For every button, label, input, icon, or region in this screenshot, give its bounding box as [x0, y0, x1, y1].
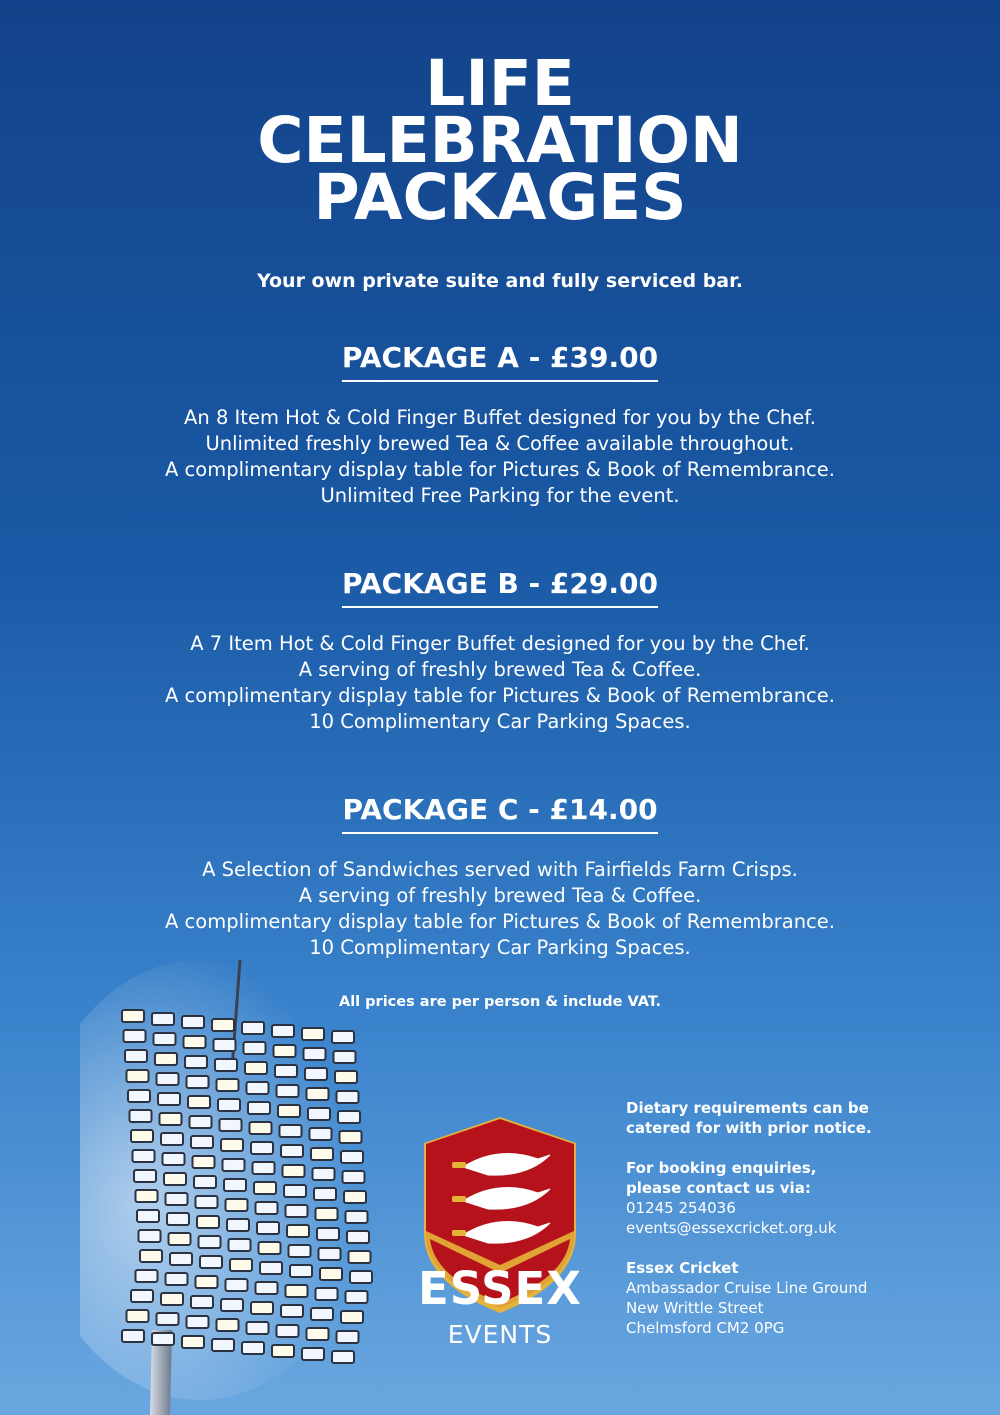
package-c-line: A serving of freshly brewed Tea & Coffee. [298, 884, 702, 907]
booking-heading-line-2: please contact us via: [626, 1179, 811, 1197]
subtitle: Your own private suite and fully serviced bar. [256, 270, 744, 292]
prices-note: All prices are per person & include VAT. [338, 994, 662, 1010]
brand-subtitle: EVENTS [447, 1320, 553, 1349]
package-c-line: A complimentary display table for Pictures & Book of Remembrance. [165, 910, 835, 933]
address-line-1: Ambassador Cruise Line Ground [626, 1279, 868, 1297]
title-line-2: CELEBRATION [257, 104, 743, 177]
package-b-details [0, 631, 1000, 735]
package-c-details [0, 857, 1000, 961]
floodlight-image [80, 950, 400, 1415]
package-a [0, 340, 1000, 509]
package-c-heading: PACKAGE C - £14.00 [342, 792, 657, 834]
package-b [0, 566, 1000, 735]
address-line-3: Chelmsford CM2 0PG [626, 1319, 785, 1337]
package-a-line: A complimentary display table for Pictures & Book of Remembrance. [165, 458, 835, 481]
email-address[interactable]: events@essexcricket.org.uk [626, 1219, 837, 1237]
brand-name: ESSEX [418, 1262, 582, 1315]
package-c-line: A Selection of Sandwiches served with Fairfields Farm Crisps. [202, 858, 798, 881]
title-line-1: LIFE [425, 47, 575, 120]
contact-info [626, 1098, 986, 1338]
organisation-name: Essex Cricket [626, 1259, 739, 1277]
dietary-note-line-1: Dietary requirements can be [626, 1099, 869, 1117]
title-line-3: PACKAGES [313, 161, 687, 234]
package-a-details [0, 405, 1000, 509]
essex-shield-logo [418, 1070, 582, 1360]
package-c [0, 792, 1000, 961]
package-c-line: 10 Complimentary Car Parking Spaces. [309, 936, 691, 959]
package-b-line: A complimentary display table for Pictures & Book of Remembrance. [165, 684, 835, 707]
package-a-heading: PACKAGE A - £39.00 [342, 340, 658, 382]
package-b-heading: PACKAGE B - £29.00 [342, 566, 658, 608]
phone-number[interactable]: 01245 254036 [626, 1199, 736, 1217]
package-b-line: A 7 Item Hot & Cold Finger Buffet designed for you by the Chef. [190, 632, 810, 655]
package-a-line: An 8 Item Hot & Cold Finger Buffet designed for you by the Chef. [184, 406, 816, 429]
dietary-note-line-2: catered for with prior notice. [626, 1119, 872, 1137]
package-a-line: Unlimited freshly brewed Tea & Coffee available throughout. [205, 432, 795, 455]
booking-heading-line-1: For booking enquiries, [626, 1159, 817, 1177]
package-b-line: A serving of freshly brewed Tea & Coffee. [298, 658, 702, 681]
package-b-line: 10 Complimentary Car Parking Spaces. [309, 710, 691, 733]
address-line-2: New Writtle Street [626, 1299, 764, 1317]
page-title [0, 47, 1000, 234]
package-a-line: Unlimited Free Parking for the event. [320, 484, 680, 507]
